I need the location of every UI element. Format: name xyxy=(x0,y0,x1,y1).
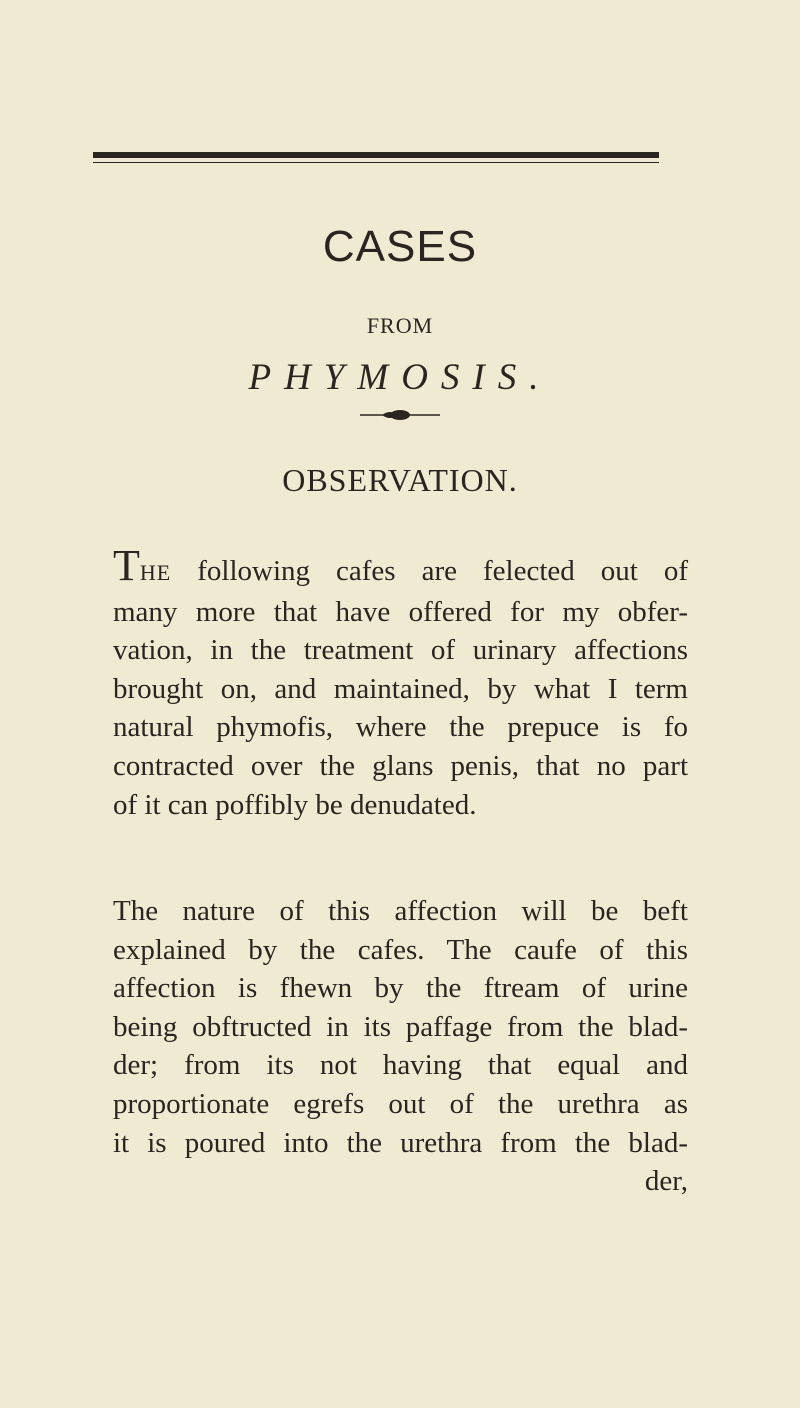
from-label: FROM xyxy=(366,313,434,338)
header-rule-thin xyxy=(93,162,659,163)
text-line: natural phymofis, where the prepuce is fo xyxy=(113,711,688,744)
chapter-title: CASES xyxy=(322,222,478,271)
text-line: it is poured into the urethra from the blad- xyxy=(113,1126,688,1159)
paragraph-nature xyxy=(113,892,688,1201)
ornament-divider-icon xyxy=(360,403,440,427)
section-heading: OBSERVATION. xyxy=(282,462,518,498)
header-rule-thick xyxy=(93,152,659,158)
text-line: The nature of this affection will be beft xyxy=(113,895,688,927)
text-line: affection is fhewn by the ftream of urine xyxy=(113,972,688,1005)
text-line: explained by the cafes. The caufe of this xyxy=(113,933,688,966)
text-line: der; from its not having that equal and xyxy=(113,1049,688,1082)
drop-cap: T xyxy=(113,541,140,590)
catchword: der, xyxy=(644,1165,688,1198)
paragraph-observation xyxy=(113,541,688,824)
text-line: contracted over the glans penis, that no part xyxy=(113,749,688,782)
small-caps: HE xyxy=(139,560,172,585)
text-line: vation, in the treatment of urinary affections xyxy=(113,634,688,667)
subject-title: PHYMOSIS. xyxy=(248,357,552,398)
text-line: of it can poffibly be denudated. xyxy=(113,788,477,821)
text-line: many more that have offered for my obfer- xyxy=(113,595,688,628)
text-line: proportionate egrefs out of the urethra as xyxy=(113,1087,688,1120)
text-line: THE following cafes are felected out of xyxy=(113,541,688,590)
text-line: being obftructed in its paffage from the blad- xyxy=(113,1010,688,1043)
text-line: brought on, and maintained, by what I term xyxy=(113,672,688,705)
